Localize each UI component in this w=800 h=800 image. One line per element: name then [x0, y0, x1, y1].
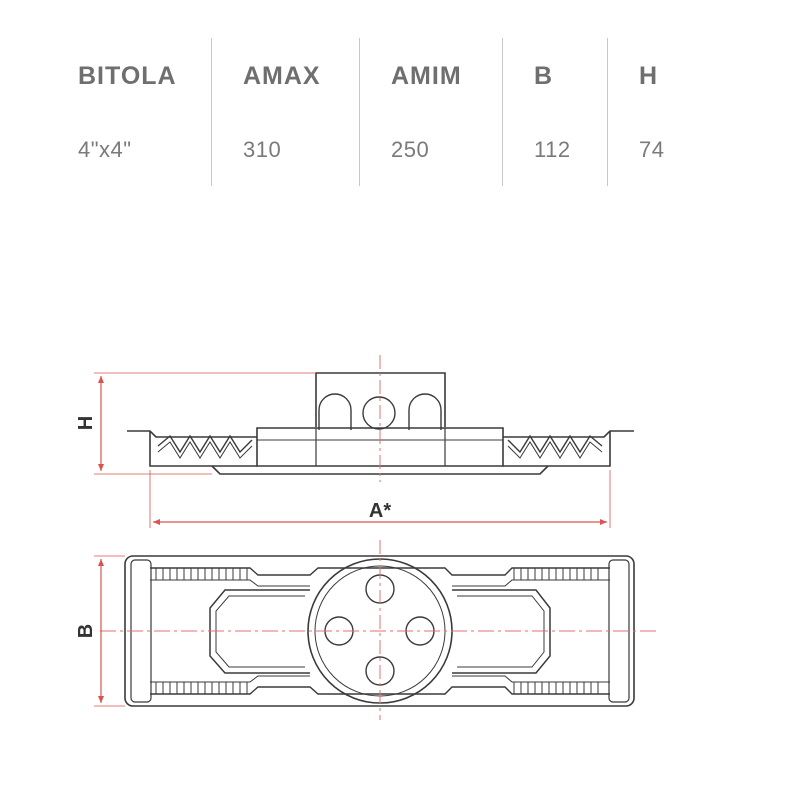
header-bitola: BITOLA: [78, 62, 177, 90]
dimension-b-label: B: [75, 623, 97, 639]
dimension-a: [150, 470, 610, 528]
side-flange-left: [127, 431, 257, 437]
value-h: 74: [639, 137, 665, 162]
side-boss-center: [363, 397, 395, 429]
header-amim: AMIM: [391, 62, 462, 90]
value-bitola: 4"x4": [78, 137, 132, 162]
header-amax: AMAX: [243, 62, 321, 90]
dimension-h-label: H: [75, 415, 97, 431]
header-b: B: [534, 62, 554, 90]
header-h: H: [639, 62, 659, 90]
side-flange-right: [503, 431, 634, 437]
dimension-h: [75, 373, 316, 474]
side-boss-left: [319, 394, 351, 430]
dimension-a-label: A*: [368, 500, 392, 522]
value-amim: 250: [391, 137, 430, 162]
value-amax: 310: [243, 137, 282, 162]
value-b: 112: [534, 137, 571, 162]
side-boss-right: [409, 394, 441, 430]
